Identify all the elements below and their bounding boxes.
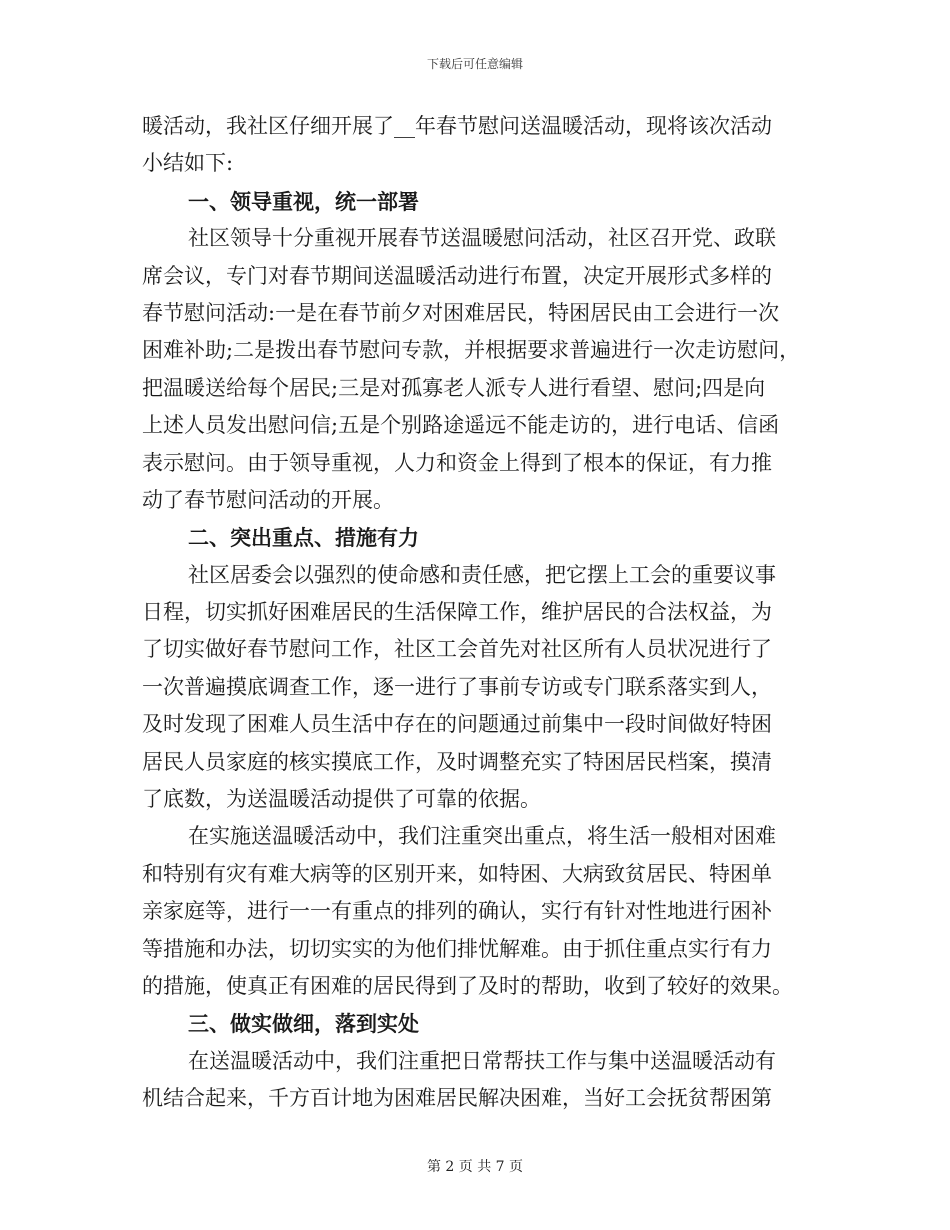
text-line: 了切实做好春节慰问工作，社区工会首先对社区所有人员状况进行了 [142, 637, 772, 662]
page-header: 下载后可任意编辑 [426, 57, 523, 71]
text-line: 机结合起来，千方百计地为困难居民解决困难，当好工会抚贫帮困第 [142, 1086, 772, 1111]
text-line: 和特别有灾有难大病等的区别开来，如特困、大病致贫居民、特困单 [142, 861, 772, 886]
text-line: 的措施，使真正有困难的居民得到了及时的帮助，收到了较好的效果。 [142, 973, 793, 998]
text-line: 困难补助;二是拨出春节慰问专款，并根据要求普遍进行一次走访慰问， [142, 338, 801, 363]
text-line: 居民人员家庭的核实摸底工作，及时调整充实了特困居民档案，摸清 [142, 749, 772, 774]
section-heading: 二、突出重点、措施有力 [188, 525, 419, 551]
page-number: 第 2 页 共 7 页 [426, 1159, 524, 1175]
text-line: 把温暖送给每个居民;三是对孤寡老人派专人进行看望、慰问;四是向 [142, 375, 766, 400]
text-line: 等措施和办法，切切实实的为他们排忧解难。由于抓住重点实行有力 [142, 936, 772, 961]
section-heading: 一、领导重视，统一部署 [188, 188, 419, 214]
text-line: 日程，切实抓好困难居民的生活保障工作，维护居民的合法权益，为 [142, 600, 772, 625]
text-line: 及时发现了困难人员生活中存在的问题通过前集中一段时间做好特困 [142, 712, 772, 737]
text-line: 表示慰问。由于领导重视，人力和资金上得到了根本的保证，有力推 [142, 450, 772, 475]
paragraph-first-line: 社区领导十分重视开展春节送温暖慰问活动，社区召开党、政联 [188, 226, 776, 251]
text-line: 春节慰问活动:一是在春节前夕对困难居民，特困居民由工会进行一次 [142, 300, 780, 325]
text-line: 暖活动，我社区仔细开展了__年春节慰问送温暖活动，现将该次活动 [142, 114, 772, 138]
paragraph-first-line: 社区居委会以强烈的使命感和责任感，把它摆上工会的重要议事 [188, 562, 776, 587]
text-line: 了底数，为送温暖活动提供了可靠的依据。 [142, 787, 541, 812]
text-line: 动了春节慰问活动的开展。 [142, 487, 394, 512]
document-body [142, 108, 814, 1118]
text-line: 亲家庭等，进行一一有重点的排列的确认，实行有针对性地进行困补 [142, 899, 772, 924]
text-line: 小结如下: [142, 151, 234, 176]
paragraph-first-line: 在送温暖活动中，我们注重把日常帮扶工作与集中送温暖活动有 [188, 1048, 776, 1073]
paragraph-first-line: 在实施送温暖活动中，我们注重突出重点，将生活一般相对困难 [188, 824, 776, 849]
text-line: 一次普遍摸底调查工作，逐一进行了事前专访或专门联系落实到人， [142, 674, 772, 699]
text-line: 席会议，专门对春节期间送温暖活动进行布置，决定开展形式多样的 [142, 263, 772, 288]
section-heading: 三、做实做细，落到实处 [188, 1011, 419, 1037]
text-line: 上述人员发出慰问信;五是个别路途遥远不能走访的，进行电话、信函 [142, 413, 780, 438]
